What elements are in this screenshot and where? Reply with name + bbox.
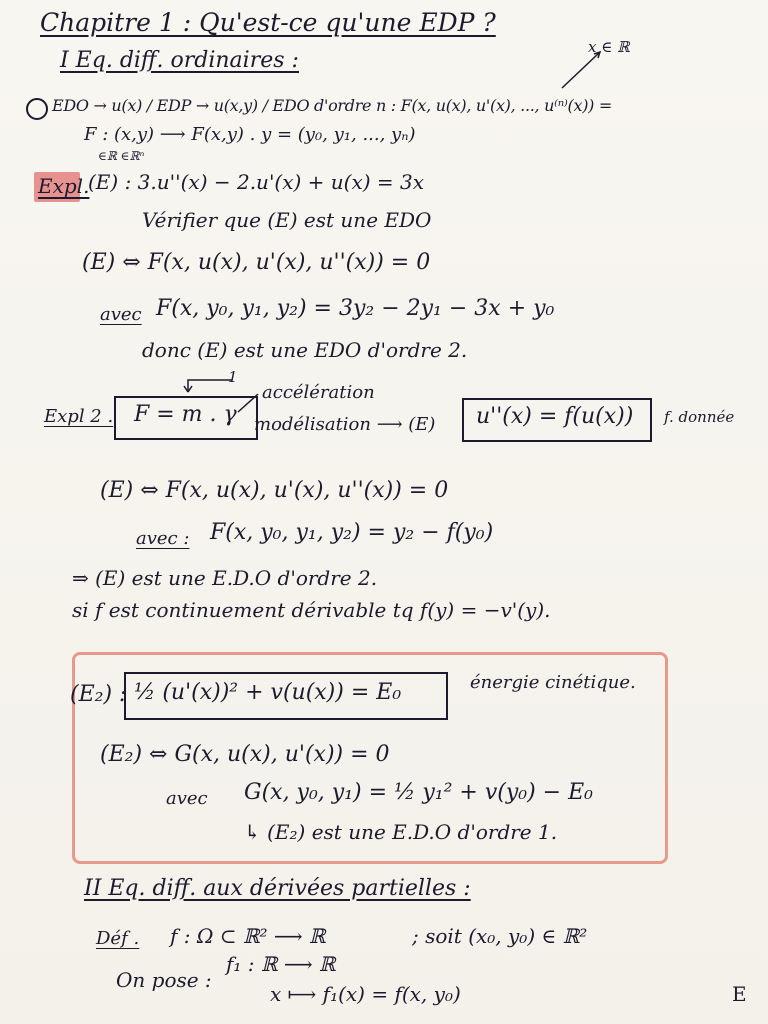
energy-avec-label: avec xyxy=(166,788,208,809)
page-title: Chapitre 1 : Qu'est-ce qu'une EDP ? xyxy=(40,8,496,37)
section-2-heading: II Eq. diff. aux dérivées partielles : xyxy=(84,876,471,901)
annotation-marker: 1 xyxy=(228,368,238,386)
energy-avec-expr: G(x, y₀, y₁) = ½ y₁² + v(y₀) − E₀ xyxy=(244,780,593,805)
definition-expr: f : Ω ⊂ ℝ² ⟶ ℝ xyxy=(170,924,326,948)
energy-conclusion: ↳ (E₂) est une E.D.O d'ordre 1. xyxy=(244,820,558,844)
f-mapping-line: F : (x,y) ⟶ F(x,y) . y = (y₀, y₁, ..., yₙ) xyxy=(84,124,416,145)
example-1-verify: Vérifier que (E) est une EDO xyxy=(142,208,432,232)
energy-label: (E₂) : xyxy=(70,682,127,707)
energy-equation-text: ½ (u'(x))² + v(u(x)) = E₀ xyxy=(134,680,402,705)
f-given-note: f. donnée xyxy=(664,408,735,426)
example-2-condition: si f est continuement dérivable tq f(y) = −v'(y). xyxy=(72,598,551,622)
mapping-line-2: x ⟼ f₁(x) = f(x, y₀) xyxy=(270,982,461,1006)
example-2-label: Expl 2 . xyxy=(44,406,114,427)
example-1-avec-expr: F(x, y₀, y₁, y₂) = 3y₂ − 2y₁ − 3x + y₀ xyxy=(156,296,555,321)
corner-mark: E xyxy=(732,982,747,1006)
section-1-heading: I Eq. diff. ordinaires : xyxy=(60,48,299,73)
f-domain-note: ∈ℝ ∈ℝⁿ xyxy=(98,149,145,163)
example-1-avec-label: avec xyxy=(100,304,142,325)
kinetic-energy-note: énergie cinétique. xyxy=(470,672,636,693)
example-1-equation: (E) : 3.u''(x) − 2.u'(x) + u(x) = 3x xyxy=(88,170,425,194)
example-2-avec-expr: F(x, y₀, y₁, y₂) = y₂ − f(y₀) xyxy=(210,520,494,545)
definition-soit: ; soit (x₀, y₀) ∈ ℝ² xyxy=(412,924,588,948)
mapping-line-1: f₁ : ℝ ⟶ ℝ xyxy=(226,952,336,976)
definition-label: Déf . xyxy=(96,928,140,949)
x-in-r-note: x ∈ ℝ xyxy=(588,38,630,56)
example-1-conclusion: donc (E) est une EDO d'ordre 2. xyxy=(142,338,468,362)
acceleration-note: accélération xyxy=(262,382,375,403)
modelisation-arrow: modélisation ⟶ (E) xyxy=(254,414,436,435)
energy-equivalence: (E₂) ⇔ G(x, u(x), u'(x)) = 0 xyxy=(100,742,390,767)
on-pose-label: On pose : xyxy=(116,968,212,992)
example-1-equivalence: (E) ⇔ F(x, u(x), u'(x), u''(x)) = 0 xyxy=(82,250,431,275)
edo-definition-line: EDO → u(x) / EDP → u(x,y) / EDO d'ordre n : F(x, u(x), u'(x), ..., u⁽ⁿ⁾(x)) = xyxy=(52,96,613,115)
example-2-equivalence: (E) ⇔ F(x, u(x), u'(x), u''(x)) = 0 xyxy=(100,478,449,503)
newton-law-text: F = m . γ xyxy=(134,402,237,427)
example-1-label: Expl. xyxy=(38,174,90,198)
ode-box-text: u''(x) = f(u(x)) xyxy=(476,404,634,429)
example-2-conclusion: ⇒ (E) est une E.D.O d'ordre 2. xyxy=(72,566,378,590)
example-2-avec-label: avec : xyxy=(136,528,190,549)
